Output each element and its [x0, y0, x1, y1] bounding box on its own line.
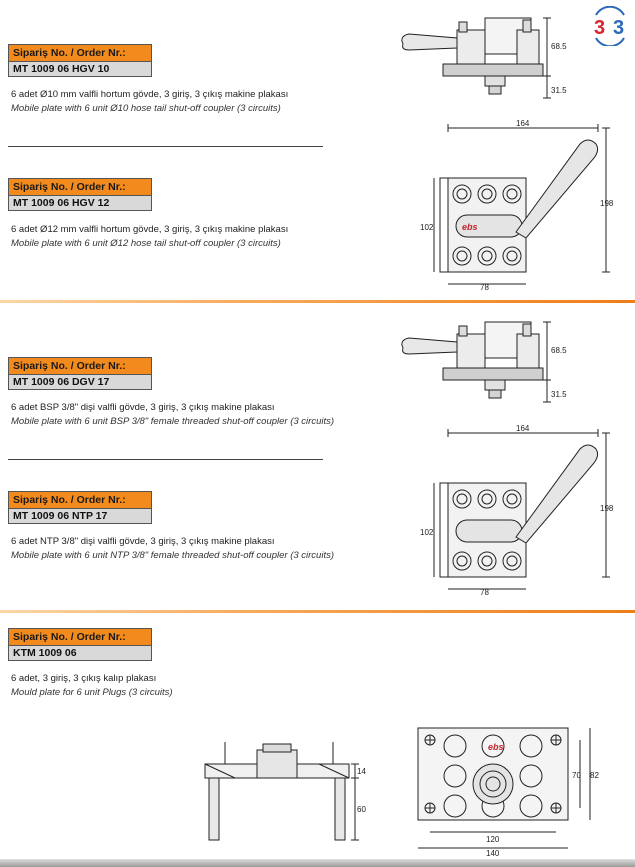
brand-logo: ebs: [488, 742, 504, 752]
base-plate: [443, 64, 543, 76]
order-number-label: Sipariş No. / Order Nr.:: [8, 178, 152, 195]
mould-top-view-drawing: [408, 722, 608, 858]
lever-arm: [516, 140, 598, 238]
dimension-length: 198: [600, 199, 614, 208]
top-view-drawing-2: [420, 425, 620, 600]
description-turkish: 6 adet BSP 3/8" dişi valfli gövde, 3 giriş, 3 çıkış makine plakası: [11, 402, 275, 413]
page-bottom-bar: [0, 859, 635, 867]
description-english: Mobile plate with 6 unit BSP 3/8" female threaded shut-off coupler (3 circuits): [11, 416, 335, 427]
mould-leg: [209, 778, 219, 840]
top-view-drawing-1: [420, 120, 620, 295]
dimension-outer-height: 82: [590, 771, 599, 780]
lever-handle: [402, 34, 457, 50]
dimension-plate-width: 78: [480, 283, 489, 292]
dimension-leg: 60: [357, 805, 366, 814]
badge-digit-right: 3: [613, 17, 625, 39]
dimension-plate-height: 102: [420, 223, 434, 232]
order-code: MT 1009 06 NTP 17: [8, 508, 152, 524]
dimension-outer-width: 140: [486, 849, 500, 858]
badge-digit-left: 3: [594, 17, 606, 39]
section-divider: [8, 459, 323, 460]
page-number-badge: [588, 6, 632, 46]
dimension-width: 164: [516, 425, 530, 433]
section-divider: [8, 146, 323, 147]
dimension-height: 68.5: [551, 346, 567, 355]
description-english: Mobile plate with 6 unit Ø12 hose tail shut-off coupler (3 circuits): [11, 238, 281, 249]
order-number-label: Sipariş No. / Order Nr.:: [8, 44, 152, 61]
dimension-inner-height: 70: [572, 771, 581, 780]
dimension-thickness: 14: [357, 767, 366, 776]
dimension-plate-width: 78: [480, 588, 489, 597]
order-code: MT 1009 06 HGV 12: [8, 195, 152, 211]
dimension-length: 198: [600, 504, 614, 513]
dimension-height: 68.5: [551, 42, 567, 51]
dimension-depth: 31.5: [551, 390, 567, 399]
order-number-label: Sipariş No. / Order Nr.:: [8, 357, 152, 374]
dimension-depth: 31.5: [551, 86, 567, 95]
description-english: Mobile plate with 6 unit Ø10 hose tail shut-off coupler (3 circuits): [11, 103, 281, 114]
mould-side-view-drawing: [195, 740, 375, 858]
section-separator-orange: [0, 610, 635, 613]
brand-logo: ebs: [462, 222, 478, 232]
order-number-label: Sipariş No. / Order Nr.:: [8, 628, 152, 645]
dimension-width: 164: [516, 120, 530, 128]
dimension-plate-height: 102: [420, 528, 434, 537]
description-turkish: 6 adet Ø12 mm valfli hortum gövde, 3 giriş, 3 çıkış makine plakası: [11, 224, 289, 235]
badge-arc-top: [596, 7, 624, 15]
description-turkish: 6 adet Ø10 mm valfli hortum gövde, 3 giriş, 3 çıkış makine plakası: [11, 89, 289, 100]
section-separator-orange: [0, 300, 635, 303]
side-view-drawing-2: [395, 312, 575, 412]
order-code: MT 1009 06 HGV 10: [8, 61, 152, 77]
description-english: Mould plate for 6 unit Plugs (3 circuits): [11, 687, 173, 698]
order-code: MT 1009 06 DGV 17: [8, 374, 152, 390]
side-view-drawing-1: [395, 8, 575, 108]
center-coupler: [473, 764, 513, 804]
dimension-inner-width: 120: [486, 835, 500, 844]
order-code: KTM 1009 06: [8, 645, 152, 661]
description-english: Mobile plate with 6 unit NTP 3/8" female threaded shut-off coupler (3 circuits): [11, 550, 335, 561]
badge-arc-bottom: [596, 38, 624, 46]
description-turkish: 6 adet NTP 3/8" dişi valfli gövde, 3 giriş, 3 çıkış makine plakası: [11, 536, 275, 547]
description-turkish: 6 adet, 3 giriş, 3 çıkış kalıp plakası: [11, 673, 157, 684]
order-number-label: Sipariş No. / Order Nr.:: [8, 491, 152, 508]
